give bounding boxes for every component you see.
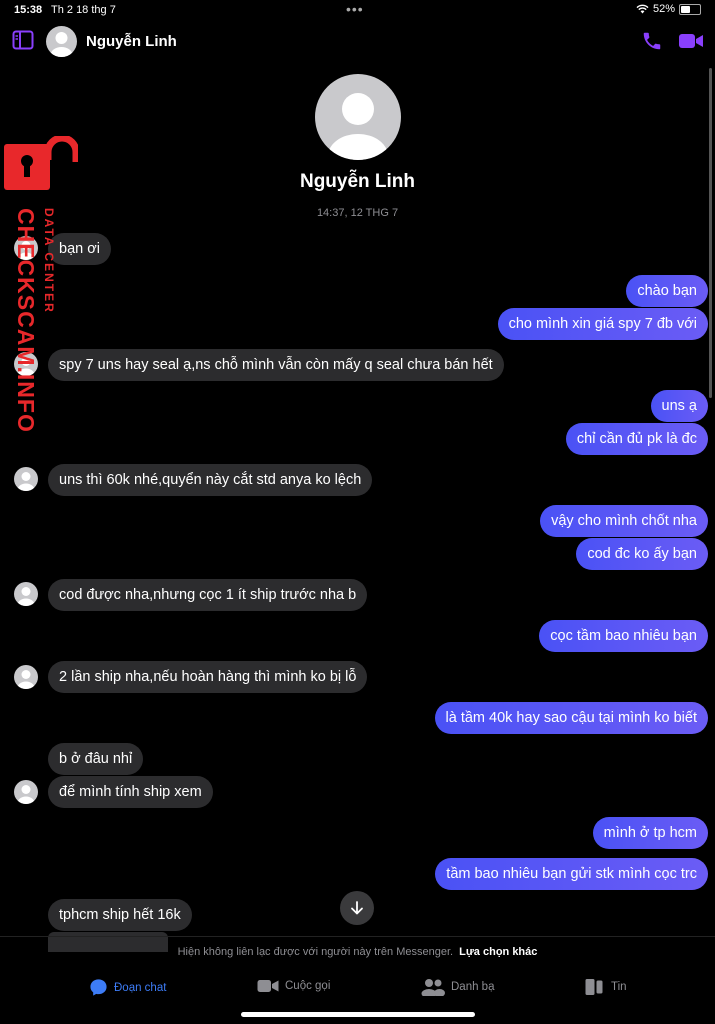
outgoing-message[interactable]: uns ạ bbox=[651, 390, 708, 422]
profile-avatar[interactable] bbox=[315, 74, 401, 160]
tab-calls-label: Cuộc gọi bbox=[285, 980, 331, 992]
arrow-down-icon bbox=[349, 900, 365, 916]
unavailable-notice bbox=[0, 946, 715, 958]
outgoing-message[interactable]: vậy cho mình chốt nha bbox=[540, 505, 708, 537]
sender-avatar[interactable] bbox=[14, 582, 38, 606]
status-time: 15:38 bbox=[14, 4, 43, 16]
lock-icon bbox=[4, 136, 78, 192]
outgoing-message[interactable]: cho mình xin giá spy 7 đb với bbox=[498, 308, 708, 340]
wifi-icon bbox=[636, 4, 649, 14]
other-options-link[interactable]: Lựa chọn khác bbox=[459, 946, 538, 958]
outgoing-message[interactable]: cọc tầm bao nhiêu bạn bbox=[539, 620, 708, 652]
sender-avatar[interactable] bbox=[14, 665, 38, 689]
status-date: Th 2 18 thg 7 bbox=[51, 4, 116, 16]
outgoing-message[interactable]: mình ở tp hcm bbox=[593, 817, 708, 849]
sender-avatar[interactable] bbox=[14, 467, 38, 491]
conversation-timestamp: 14:37, 12 THG 7 bbox=[316, 207, 399, 219]
tab-chats-label: Đoạn chat bbox=[114, 981, 167, 994]
chat-header bbox=[0, 22, 715, 64]
contact-name[interactable]: Nguyễn Linh bbox=[86, 33, 177, 50]
battery-percent: 52% bbox=[652, 3, 675, 15]
phone-icon[interactable] bbox=[641, 30, 663, 52]
watermark-sub: DATA CENTER bbox=[42, 208, 56, 314]
people-icon bbox=[421, 978, 445, 996]
home-indicator[interactable] bbox=[241, 1012, 475, 1017]
scroll-to-bottom-button[interactable] bbox=[340, 891, 374, 925]
incoming-message[interactable]: cod được nha,nhưng cọc 1 ít ship trước nha b bbox=[48, 579, 367, 611]
video-camera-icon bbox=[257, 978, 279, 994]
outgoing-message[interactable]: chào bạn bbox=[626, 275, 708, 307]
incoming-message[interactable]: spy 7 uns hay seal ạ,ns chỗ mình vẫn còn mấy q seal chưa bán hết bbox=[48, 349, 504, 381]
incoming-message[interactable]: uns thì 60k nhé,quyển này cắt std anya ko lệch bbox=[48, 464, 372, 496]
scrollbar[interactable] bbox=[709, 68, 712, 398]
watermark-text bbox=[12, 208, 56, 433]
outgoing-message[interactable]: cod đc ko ấy bạn bbox=[576, 538, 708, 570]
tab-stories[interactable] bbox=[585, 978, 627, 996]
tab-stories-label: Tin bbox=[611, 981, 627, 993]
tab-contacts-label: Danh bạ bbox=[451, 981, 495, 993]
chat-bubble-icon bbox=[89, 978, 108, 997]
tab-chats[interactable] bbox=[89, 978, 166, 997]
watermark-main: CHECKSCAM.INFO bbox=[13, 208, 39, 433]
sender-avatar[interactable] bbox=[14, 780, 38, 804]
outgoing-message[interactable]: tầm bao nhiêu bạn gửi stk mình cọc trc bbox=[435, 858, 708, 890]
video-call-icon[interactable] bbox=[678, 30, 704, 52]
tab-calls[interactable] bbox=[257, 978, 330, 994]
footer-divider bbox=[0, 936, 715, 937]
incoming-message[interactable]: tphcm ship hết 16k bbox=[48, 899, 192, 931]
incoming-message[interactable]: bạn ơi bbox=[48, 233, 111, 265]
notice-text: Hiện không liên lạc được với người này trên Messenger. bbox=[177, 946, 454, 958]
incoming-message[interactable]: b ở đâu nhỉ bbox=[48, 743, 143, 775]
tab-bar bbox=[0, 972, 715, 1010]
battery-icon bbox=[679, 4, 701, 15]
tab-contacts[interactable] bbox=[421, 978, 494, 996]
status-bar bbox=[0, 0, 715, 22]
stories-icon bbox=[585, 978, 605, 996]
incoming-message[interactable]: để mình tính ship xem bbox=[48, 776, 213, 808]
outgoing-message[interactable]: chỉ cần đủ pk là đc bbox=[566, 423, 708, 455]
multitasking-dots-icon[interactable]: ••• bbox=[346, 1, 364, 17]
contact-avatar[interactable] bbox=[46, 26, 77, 57]
profile-name: Nguyễn Linh bbox=[299, 171, 416, 192]
incoming-message[interactable]: 2 lần ship nha,nếu hoàn hàng thì mình ko bị lỗ bbox=[48, 661, 367, 693]
outgoing-message[interactable]: là tầm 40k hay sao cậu tại mình ko biết bbox=[435, 702, 708, 734]
status-right bbox=[636, 3, 701, 15]
sidebar-toggle-icon[interactable] bbox=[12, 30, 34, 50]
